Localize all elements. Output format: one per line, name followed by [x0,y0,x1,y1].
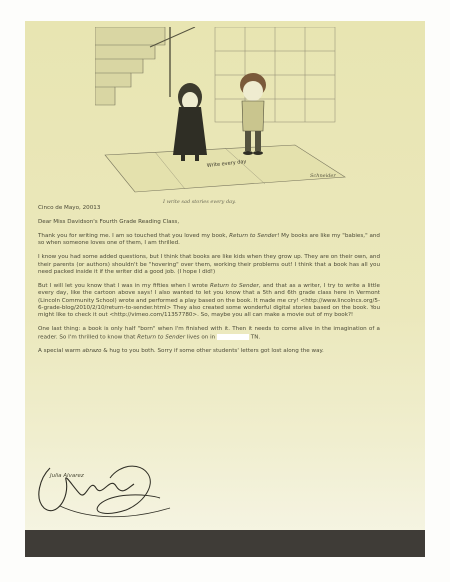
redacted-location [217,334,249,340]
letter-paragraph-2: I know you had some added questions, but I think that books are like kids when they grow up. They are on their own, and their parents (or authors) shouldn't be "hovering" over them, working their problems out! I think that a book has all you need packed inside it if the writer did a good job. (I hope I did!) [38,254,380,275]
scan-bottom-border [25,530,425,557]
handwritten-signature [30,458,175,523]
cartoon-drawing [95,27,355,197]
letter-paragraph-5: A special warm abrazo & hug to you both. Sorry if some other students' letters got lost along the way. [38,348,324,355]
cartoon-caption: I write sad stories every day. [163,199,236,205]
cartoon-artist-signature: Schneider [310,173,336,179]
letter-date: Cinco de Mayo, 20013 [38,205,101,211]
letter-paragraph-4: One last thing: a book is only half "born" when I'm finished with it. Then it needs to come alive in the imagination of a reader. So I'm thrilled to know that Return to Sender lives on in TN. [38,326,380,341]
letter-salutation: Dear Miss Davidson's Fourth Grade Reading Class, [38,218,180,225]
sidewalk-chalk-text: Write every day [206,158,247,169]
letter-paragraph-3: But I will let you know that I was in my fifties when I wrote Return to Sender, and that as a writer, I try to write a little every day, like the cartoon above says! I also wanted to let you know that a 5th and 6th grade class here in Vermont (Lincoln Community School) wrote and performed a play based on the book. It made me cry! <http://www.lincolncs.org/5-6-grade-blog/2010/2/10/return-to-sender.html> They also created some wonderful digital stories based on the book. You might like to check it out <http://vimeo.com/11357780>. So, maybe you all can make a movie out of my book?! [38,282,380,319]
cartoon-illustration [95,27,355,197]
typed-signature: Julia Alvarez [50,473,84,479]
letter-paragraph-1: Thank you for writing me. I am so touched that you loved my book, Return to Sender! My books are like my "babies," and so when someone loves one of them, I am thrilled. [38,232,380,247]
letter-body [38,205,380,362]
